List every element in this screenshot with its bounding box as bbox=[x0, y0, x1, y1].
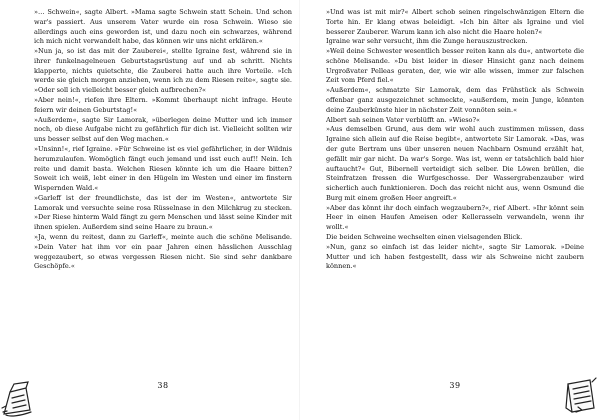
book-illustration-icon bbox=[562, 374, 598, 414]
paragraph: Die beiden Schweine wechselten einen vielsagenden Blick. bbox=[326, 232, 523, 241]
paragraph: »Unsinn!«, rief Igraine. »Für Schweine ist es viel gefährlicher, in der Wildnis herumzulaufen. Womöglich fängt euch jemand und isst euch auf!! Nein. Ich reite und damit basta. Welchen Riesen könnte ich um die Haare bitten? Soweit ich weiß, lebt einer in den Hügeln im Westen und einer im finstern Wispernden Wald.« bbox=[34, 144, 292, 193]
paragraph: »Ja, wenn du reitest, dann zu Garleff«, meinte auch die schöne Melisande. »Dein Vater hat ihm vor ein paar Jahren einen hässlichen Ausschlag weggezaubert, so etwas vergessen Riesen nicht. Sie sind sehr dankbare Geschöpfe.« bbox=[34, 232, 292, 271]
paragraph: »Nun ja, so ist das mit der Zauberei«, stellte Igraine fest, während sie in ihrer funkelnagelneuen Geburtstagsrüstung auf und ab schritt. Nichts klapperte, nichts quietschte, die Zauberei hatte auch ihre Vorteile. »Ich werde sie gleich morgen anziehen, wenn ich zu dem Riesen reite«, sagte sie. »Oder soll ich vielleicht besser gleich aufbrechen?« bbox=[34, 47, 292, 95]
paragraph: »Aber das könnt ihr doch einfach wegzaubern?«, rief Albert. »Ihr könnt sein Heer in einen Haufen Ameisen oder Kellerasseln verwandeln, wenn ihr wollt.« bbox=[326, 203, 584, 232]
paragraph: »Garleff ist der freundlichste, das ist der im Westen«, antwortete Sir Lamorak und versuchte seine rosa Rüsselnase in den Milchkrug zu stecken. »Der Riese hinterm Wald fängt zu gern Menschen und lässt seine Kinder mit ihnen spielen. Außerdem sind seine Haare zu braun.« bbox=[34, 193, 292, 232]
page-gutter bbox=[299, 0, 300, 420]
paragraph: »Aus demselben Grund, aus dem wir wohl auch zustimmen müssen, dass Igraine sich allein auf die Reise begibt«, antwortete Sir Lamorak. »Das, was der gute Bertram uns über unseren neuen Nachbarn Osmund erzählt hat, gefällt mir gar nicht. Da war's Sorge. Was ist, wenn er tatsächlich bald hier auftaucht?« Gut, Bibernell verteidigt sich selber. Die Löwen brüllen, die Steinfratzen fressen die Wurfgeschosse. Der Wassergrabenzauber wird sicherlich auch funktionieren. Doch das reicht nicht aus, wenn Osmund die Burg mit einem großen Heer angreift.« bbox=[326, 125, 584, 202]
page-number: 39 bbox=[449, 381, 461, 390]
paragraph: »Außerdem«, sagte Sir Lamorak, »überlegen deine Mutter und ich immer noch, ob diese Aufgabe nicht zu gefährlich für dich ist. Vielleicht sollten wir uns besser selbst auf den Weg machen.« bbox=[34, 115, 292, 144]
book-illustration-icon bbox=[0, 378, 36, 418]
paragraph: »Außerdem«, schmatzte Sir Lamorak, dem das Frühstück als Schwein offenbar ganz ausgezeichnet schmeckte, »außerdem, mein Junge, könnten deine Zauberkünste hier in nächster Zeit vonnöten sein.« bbox=[326, 86, 584, 114]
paragraph: »Aber nein!«, riefen ihre Eltern. »Kommt überhaupt nicht infrage. Heute feiern wir deinen Geburtstag!« bbox=[34, 96, 292, 114]
right-page bbox=[326, 8, 584, 412]
right-page-text bbox=[326, 8, 584, 272]
left-page-text bbox=[34, 8, 292, 272]
paragraph: »Weil deine Schwester wesentlich besser reiten kann als du«, antwortete die schöne Melisande. »Du bist leider in dieser Hinsicht ganz nach deinem Urgroßvater Pelleas geraten, der, wie wir alle wissen, immer zur falschen Zeit vom Pferd fiel.« bbox=[326, 47, 584, 85]
paragraph: Albert sah seinen Vater verblüfft an. »Wieso?« bbox=[326, 115, 481, 124]
paragraph: »Und was ist mit mir?« Albert schob seinen ringelschwänzigen Eltern die Torte hin. Er klang etwas beleidigt. »Ich bin älter als Igraine und viel besserer Zauberer. Warum kann ich also nicht die Haare holen?« bbox=[326, 8, 584, 36]
paragraph: »Nun, ganz so einfach ist das leider nicht«, sagte Sir Lamorak. »Deine Mutter und ich haben festgestellt, dass wir als Schweine nicht zaubern können.« bbox=[326, 242, 584, 271]
paragraph: »… Schwein«, sagte Albert. »Mama sagte Schwein statt Schein. Und schon war's passiert. Aus unserem Vater wurde ein rosa Schwein. Wieso sie allerdings auch eins geworden ist, und dazu noch ein schwarzes, während ich mich nicht verwandelt habe, das können wir uns nicht erklären.« bbox=[34, 8, 292, 46]
left-page bbox=[34, 8, 292, 412]
paragraph: Igraine war sehr versucht, ihm die Zunge herauszustrecken. bbox=[326, 37, 528, 46]
page-number: 38 bbox=[157, 381, 169, 390]
